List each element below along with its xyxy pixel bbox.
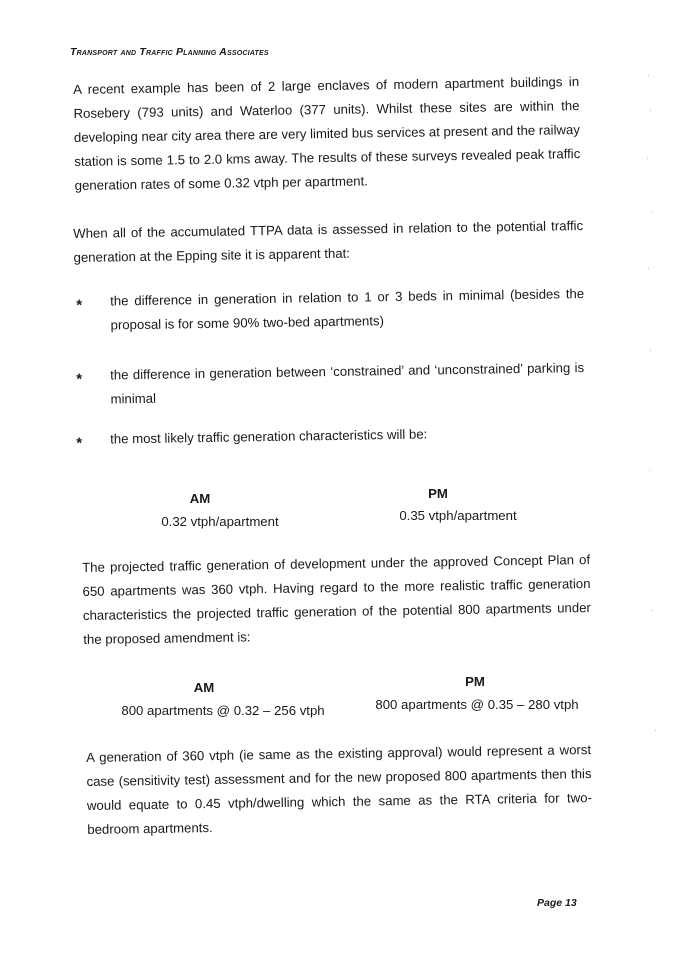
- paragraph-rosebery-example: A recent example has been of 2 large enclaves of modern apartment buildings in Rosebery (793 units) and Waterloo (377 units). Whilst these sites are within the developing near city area there are very limited bus services at present and the railway station is some 1.5 to 2.0 kms away. The results of these surveys revealed peak traffic generation rates of some 0.32 vtph per apartment.: [73, 74, 581, 193]
- bullet-marker: *: [76, 296, 83, 314]
- rates-am-value: 0.32 vtph/apartment: [161, 514, 279, 529]
- scan-speck: [650, 110, 651, 111]
- bullet-item: [76, 420, 586, 454]
- bullet-marker: *: [76, 434, 83, 452]
- paragraph-projected-generation: The projected traffic generation of development under the approved Concept Plan of 650 apartments was 360 vtph. Having regard to the more realistic traffic generation characteristics the projected traffic generation of the potential 800 apartments under the proposed amendment is:: [82, 552, 591, 647]
- page-number: Page 13: [537, 897, 577, 909]
- projection-pm-value: 800 apartments @ 0.35 – 280 vtph: [375, 697, 579, 712]
- scan-speck: [648, 75, 649, 76]
- bullet-text: the most likely traffic generation characteristics will be:: [110, 426, 428, 447]
- rates-am-heading: AM: [189, 491, 211, 506]
- paragraph-worst-case: A generation of 360 vtph (ie same as the existing approval) would represent a worst case (sensitivity test) assessment and for the new proposed 800 apartments then this would equate to 0.45 vtph/dwelling which the same as the RTA criteria for two-bedroom apartments.: [86, 742, 592, 837]
- paragraph-ttpa-data: When all of the accumulated TTPA data is assessed in relation to the potential traffic generation at the Epping site it is apparent that:: [73, 217, 584, 265]
- bullet-item: [76, 282, 587, 340]
- bullet-text: the difference in generation between ‘constrained’ and ‘unconstrained’ parking is minimal: [110, 360, 585, 407]
- scan-speck: [649, 470, 650, 471]
- rates-pm-value: 0.35 vtph/apartment: [399, 508, 517, 523]
- rates-pm-heading: PM: [428, 486, 448, 501]
- projection-pm-heading: PM: [465, 674, 485, 689]
- bullet-marker: *: [76, 370, 83, 388]
- scan-speck: [647, 158, 648, 159]
- page-header: Transport and Traffic Planning Associates: [70, 46, 269, 58]
- projection-am-value: 800 apartments @ 0.32 – 256 vtph: [121, 703, 325, 718]
- scan-speck: [650, 350, 651, 351]
- projection-am-heading: AM: [193, 680, 215, 695]
- bullet-text: the difference in generation in relation to 1 or 3 beds in minimal (besides the proposal is for some 90% two-bed apartments): [110, 286, 585, 333]
- bullet-item: [76, 356, 587, 414]
- scan-speck: [648, 268, 649, 269]
- scan-speck: [651, 212, 652, 213]
- scan-speck: [655, 730, 656, 731]
- scan-speck: [651, 610, 652, 611]
